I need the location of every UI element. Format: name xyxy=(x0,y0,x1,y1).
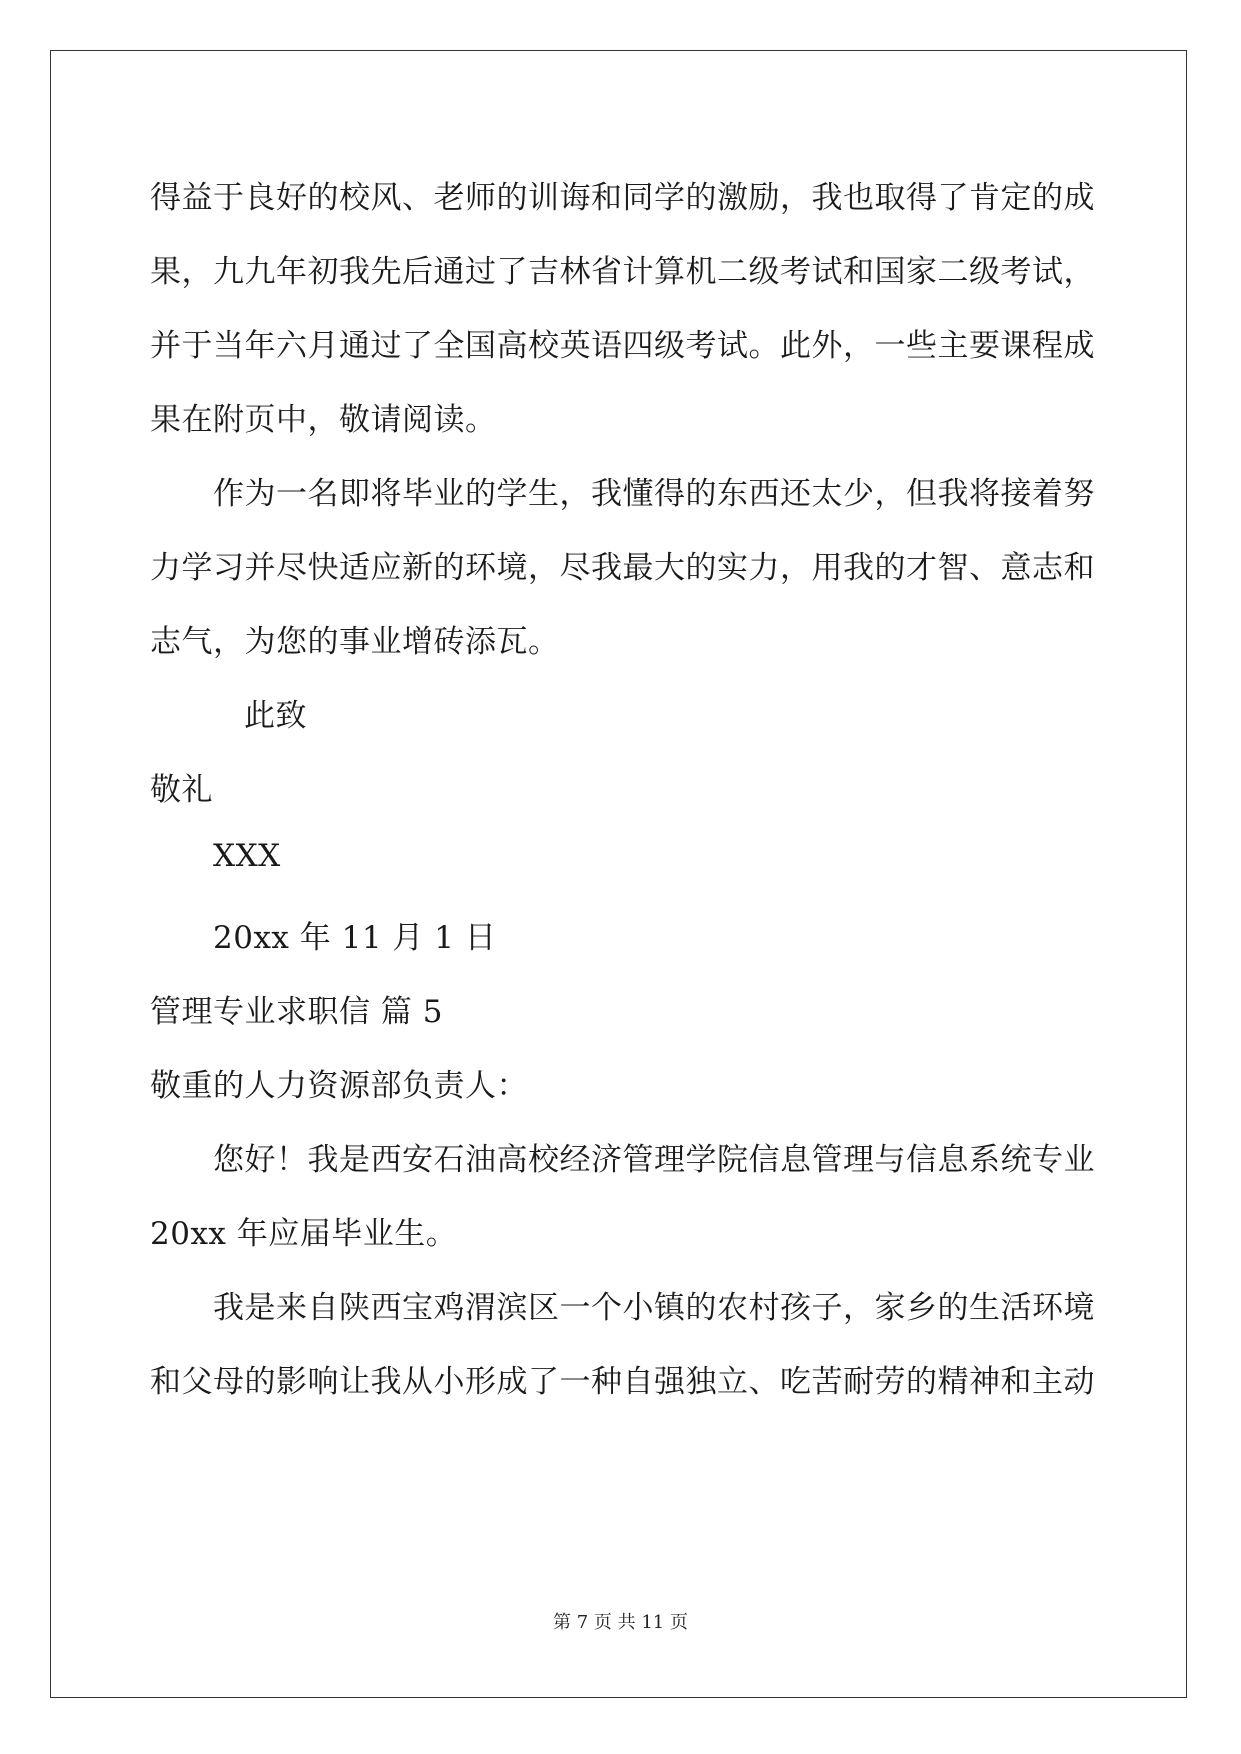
body-line: 和父母的影响让我从小形成了一种自强独立、吃苦耐劳的精神和主动 xyxy=(150,1364,1095,1400)
signature-name: XXX xyxy=(213,838,281,874)
page-number-footer: 第 7 页 共 11 页 xyxy=(553,1612,688,1633)
body-line: 果，九九年初我先后通过了吉林省计算机二级考试和国家二级考试， xyxy=(150,254,1095,290)
body-line: 20xx 年应届毕业生。 xyxy=(150,1216,458,1252)
letter-date: 20xx 年 11 月 1 日 xyxy=(213,920,497,956)
closing-salutation: 此致 xyxy=(244,698,307,734)
page-frame xyxy=(50,50,1187,1698)
body-line: 我是来自陕西宝鸡渭滨区一个小镇的农村孩子，家乡的生活环境 xyxy=(213,1290,1095,1326)
body-line: 志气，为您的事业增砖添瓦。 xyxy=(150,624,560,660)
body-line: 力学习并尽快适应新的环境，尽我最大的实力，用我的才智、意志和 xyxy=(150,550,1095,586)
body-line: 作为一名即将毕业的学生，我懂得的东西还太少，但我将接着努 xyxy=(213,476,1095,512)
body-line: 果在附页中，敬请阅读。 xyxy=(150,402,497,438)
body-line: 您好！我是西安石油高校经济管理学院信息管理与信息系统专业 xyxy=(213,1142,1095,1178)
section-title: 管理专业求职信 篇 5 xyxy=(150,994,443,1030)
letter-greeting: 敬重的人力资源部负责人： xyxy=(150,1068,528,1104)
body-line: 得益于良好的校风、老师的训诲和同学的激励，我也取得了肯定的成 xyxy=(150,180,1095,216)
closing-regards: 敬礼 xyxy=(150,772,213,808)
body-line: 并于当年六月通过了全国高校英语四级考试。此外，一些主要课程成 xyxy=(150,328,1095,364)
